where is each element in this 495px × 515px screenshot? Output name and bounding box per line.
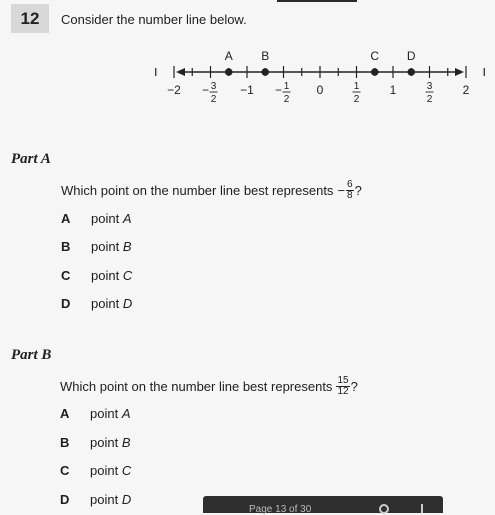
part-b-fraction [336,376,349,397]
number-line [167,44,472,119]
part-a-question-text: Which point on the number line best represents [61,183,334,198]
tick-label-den: 2 [283,94,290,105]
tick-label-num: 3 [426,81,433,92]
zoom-icon[interactable] [379,504,389,514]
tick-label-num: 3 [210,81,217,92]
tick-label-num: 1 [283,81,290,92]
part-a-frac-den: 8 [347,190,353,201]
tick-label: −1 [240,83,254,97]
part-a-sign: − [337,183,346,198]
part-b-frac-num: 15 [337,375,349,386]
question-number: 12 [11,4,49,33]
tick-label: 1 [389,83,397,97]
tick-label-num: 1 [353,81,360,92]
choice-text: point A [91,211,132,226]
point-b-label: B [261,49,270,63]
part-a-question-end: ? [354,183,362,198]
part-b-question [60,376,358,397]
choice-letter: D [60,492,70,507]
point-a-dot [225,68,233,76]
choice-letter: C [60,463,70,478]
tick-label: −2 [167,83,181,97]
point-c-dot [371,68,379,76]
pdf-viewer-toolbar[interactable] [203,496,443,513]
tick-label-sign: − [201,83,210,97]
plus-icon[interactable] [421,504,423,513]
part-b-question-text: Which point on the number line best represents [60,379,333,394]
choice-letter: A [60,406,70,421]
part-b-heading: Part B [11,347,52,363]
right-arrow-icon [455,68,464,76]
point-c-label: C [370,49,380,63]
choice-text: point B [90,435,131,450]
point-d-dot [407,68,415,76]
tick-label-den: 2 [353,94,360,105]
choice-text: point C [91,268,133,283]
choice-letter: B [60,435,70,450]
tick-label-sign: − [274,83,283,97]
part-a-question [61,180,362,201]
part-b-question-end: ? [350,379,358,394]
choice-text: point D [91,296,133,311]
top-rule [277,0,357,2]
choice-text: point B [91,239,132,254]
part-a-heading: Part A [11,151,51,167]
part-b-frac-den: 12 [337,386,349,397]
point-b-dot [261,68,269,76]
choice-text: point A [90,406,131,421]
page-indicator: Page 13 of 30 [249,504,312,515]
tick-label-den: 2 [210,94,217,105]
question-prompt: Consider the number line below. [61,12,247,27]
choice-letter: C [61,268,71,283]
part-a-fraction [346,180,354,201]
choice-text: point C [90,463,132,478]
tick-label-den: 2 [426,94,433,105]
choice-letter: D [61,296,71,311]
choice-text: point D [90,492,132,507]
part-a-frac-num: 6 [347,179,353,190]
choice-letter: A [61,211,71,226]
point-d-label: D [406,49,416,63]
choice-letter: B [61,239,71,254]
point-a-label: A [224,49,233,63]
left-arrow-icon [176,68,185,76]
tick-label: 0 [316,83,324,97]
tick-label: 2 [462,83,470,97]
